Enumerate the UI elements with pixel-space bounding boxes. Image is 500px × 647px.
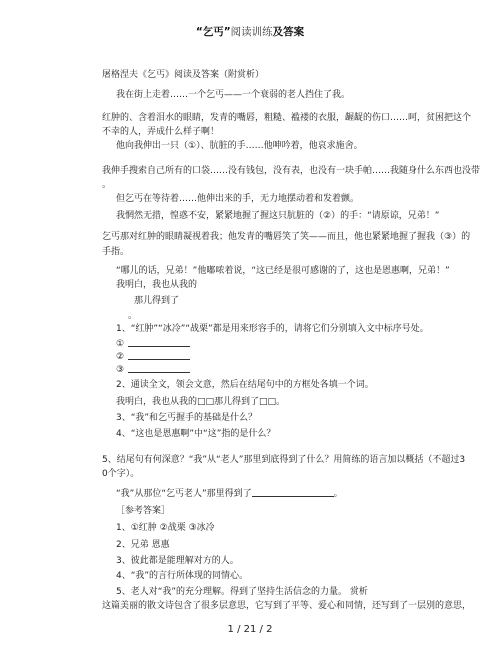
question-5: 5、结尾句有何深意？“我”从“老人”那里到底得到了什么？用简练的语言加以概括（不超过3	[102, 455, 466, 465]
text-line: 手指。	[102, 247, 130, 257]
answer-blank-3: ③	[116, 364, 190, 376]
answer-blank-2: ②	[116, 351, 190, 363]
title-part-3: 及答案	[272, 26, 305, 38]
page-number: 1 / 21 / 2	[227, 624, 273, 635]
text-line: 不幸的人，弄成什么样子啊！	[102, 127, 220, 137]
text-line: 。	[128, 311, 138, 321]
answer-5: 5、老人对“我”的充分理解。得到了坚持生活信念的力量。 赏析	[116, 587, 368, 597]
text-line: 那儿得到了	[134, 296, 180, 306]
question-3: 3、“我”和乞丐握手的基础是什么？	[116, 413, 258, 423]
subtitle-line: 屠格涅夫《乞丐》阅读及答案（附赏析）	[102, 70, 265, 80]
reference-answer-heading: ［参考答案］	[116, 506, 171, 516]
answer-4: 4、“我”的言行所体现的同情心。	[116, 571, 249, 581]
text-line: 我在街上走着……一个乞丐——一个衰弱的老人挡住了我。	[116, 90, 351, 100]
question-2: 2、通读全文，领会文意，然后在结尾句中的方框处各填一个词。	[116, 380, 374, 390]
answer-3: 3、彼此都是能理解对方的人。	[116, 556, 239, 566]
text-line: 红肿的、含着泪水的眼睛，发青的嘴唇，粗糙、褴褛的衣服，龌龊的伤口……呵，贫困把这个	[102, 113, 472, 123]
question-4: 4、“这也是恩惠啊”中“这”指的是什么？	[116, 429, 276, 439]
text-line: 我明白，我也从我的□□那儿得到了□□。	[116, 397, 286, 407]
text-line: 我伸手搜索自己所有的口袋……没有钱包，没有表，也没有一块手帕……我随身什么东西也没带	[102, 166, 481, 176]
text-line: 他向我伸出一只（①）、肮脏的手……他呻吟着，他哀求施舍。	[116, 141, 363, 151]
text-line: 。	[102, 180, 112, 190]
answer-line-5: “我”从那位“乞丐老人”那里得到了 。	[116, 489, 343, 499]
text-line: 我明白，我也从我的	[116, 280, 198, 290]
answer-blank-1: ①	[116, 338, 190, 350]
text-line: 0个字）。	[102, 469, 140, 479]
answer-2: 2、兄弟 恩惠	[116, 540, 170, 550]
text-line: 我惘然无措，惶惑不安，紧紧地握了握这只肮脏的（②）的手：“请原谅，兄弟！”	[116, 211, 440, 221]
title-part-1: “乞丐”	[195, 26, 231, 38]
title-part-2: 阅读训练	[230, 26, 273, 38]
text-line: 乞丐那对红肿的眼睛凝视着我；他发青的嘴唇笑了笑——而且，他也紧紧地握了握我（③）的	[102, 232, 471, 242]
text-line: “哪儿的话，兄弟！”他嘟哝着说，“这已经是很可感谢的了，这也是恩惠啊，兄弟！”	[116, 266, 450, 276]
text-line: 这篇美丽的散文诗包含了很多层意思，它写到了平等、爱心和同情，还写到了一层别的意思，	[102, 601, 472, 611]
document-title	[0, 24, 500, 39]
answer-1: 1、①红肿 ②战栗 ③冰冷	[116, 523, 215, 533]
text-line: 但乞丐在等待着……他伸出来的手，无力地摆动着和发着颤。	[116, 194, 360, 204]
question-1: 1、“红肿”“冰冷”“战栗”都是用来形容手的，请将它们分别填入文中标序号处。	[116, 324, 429, 334]
